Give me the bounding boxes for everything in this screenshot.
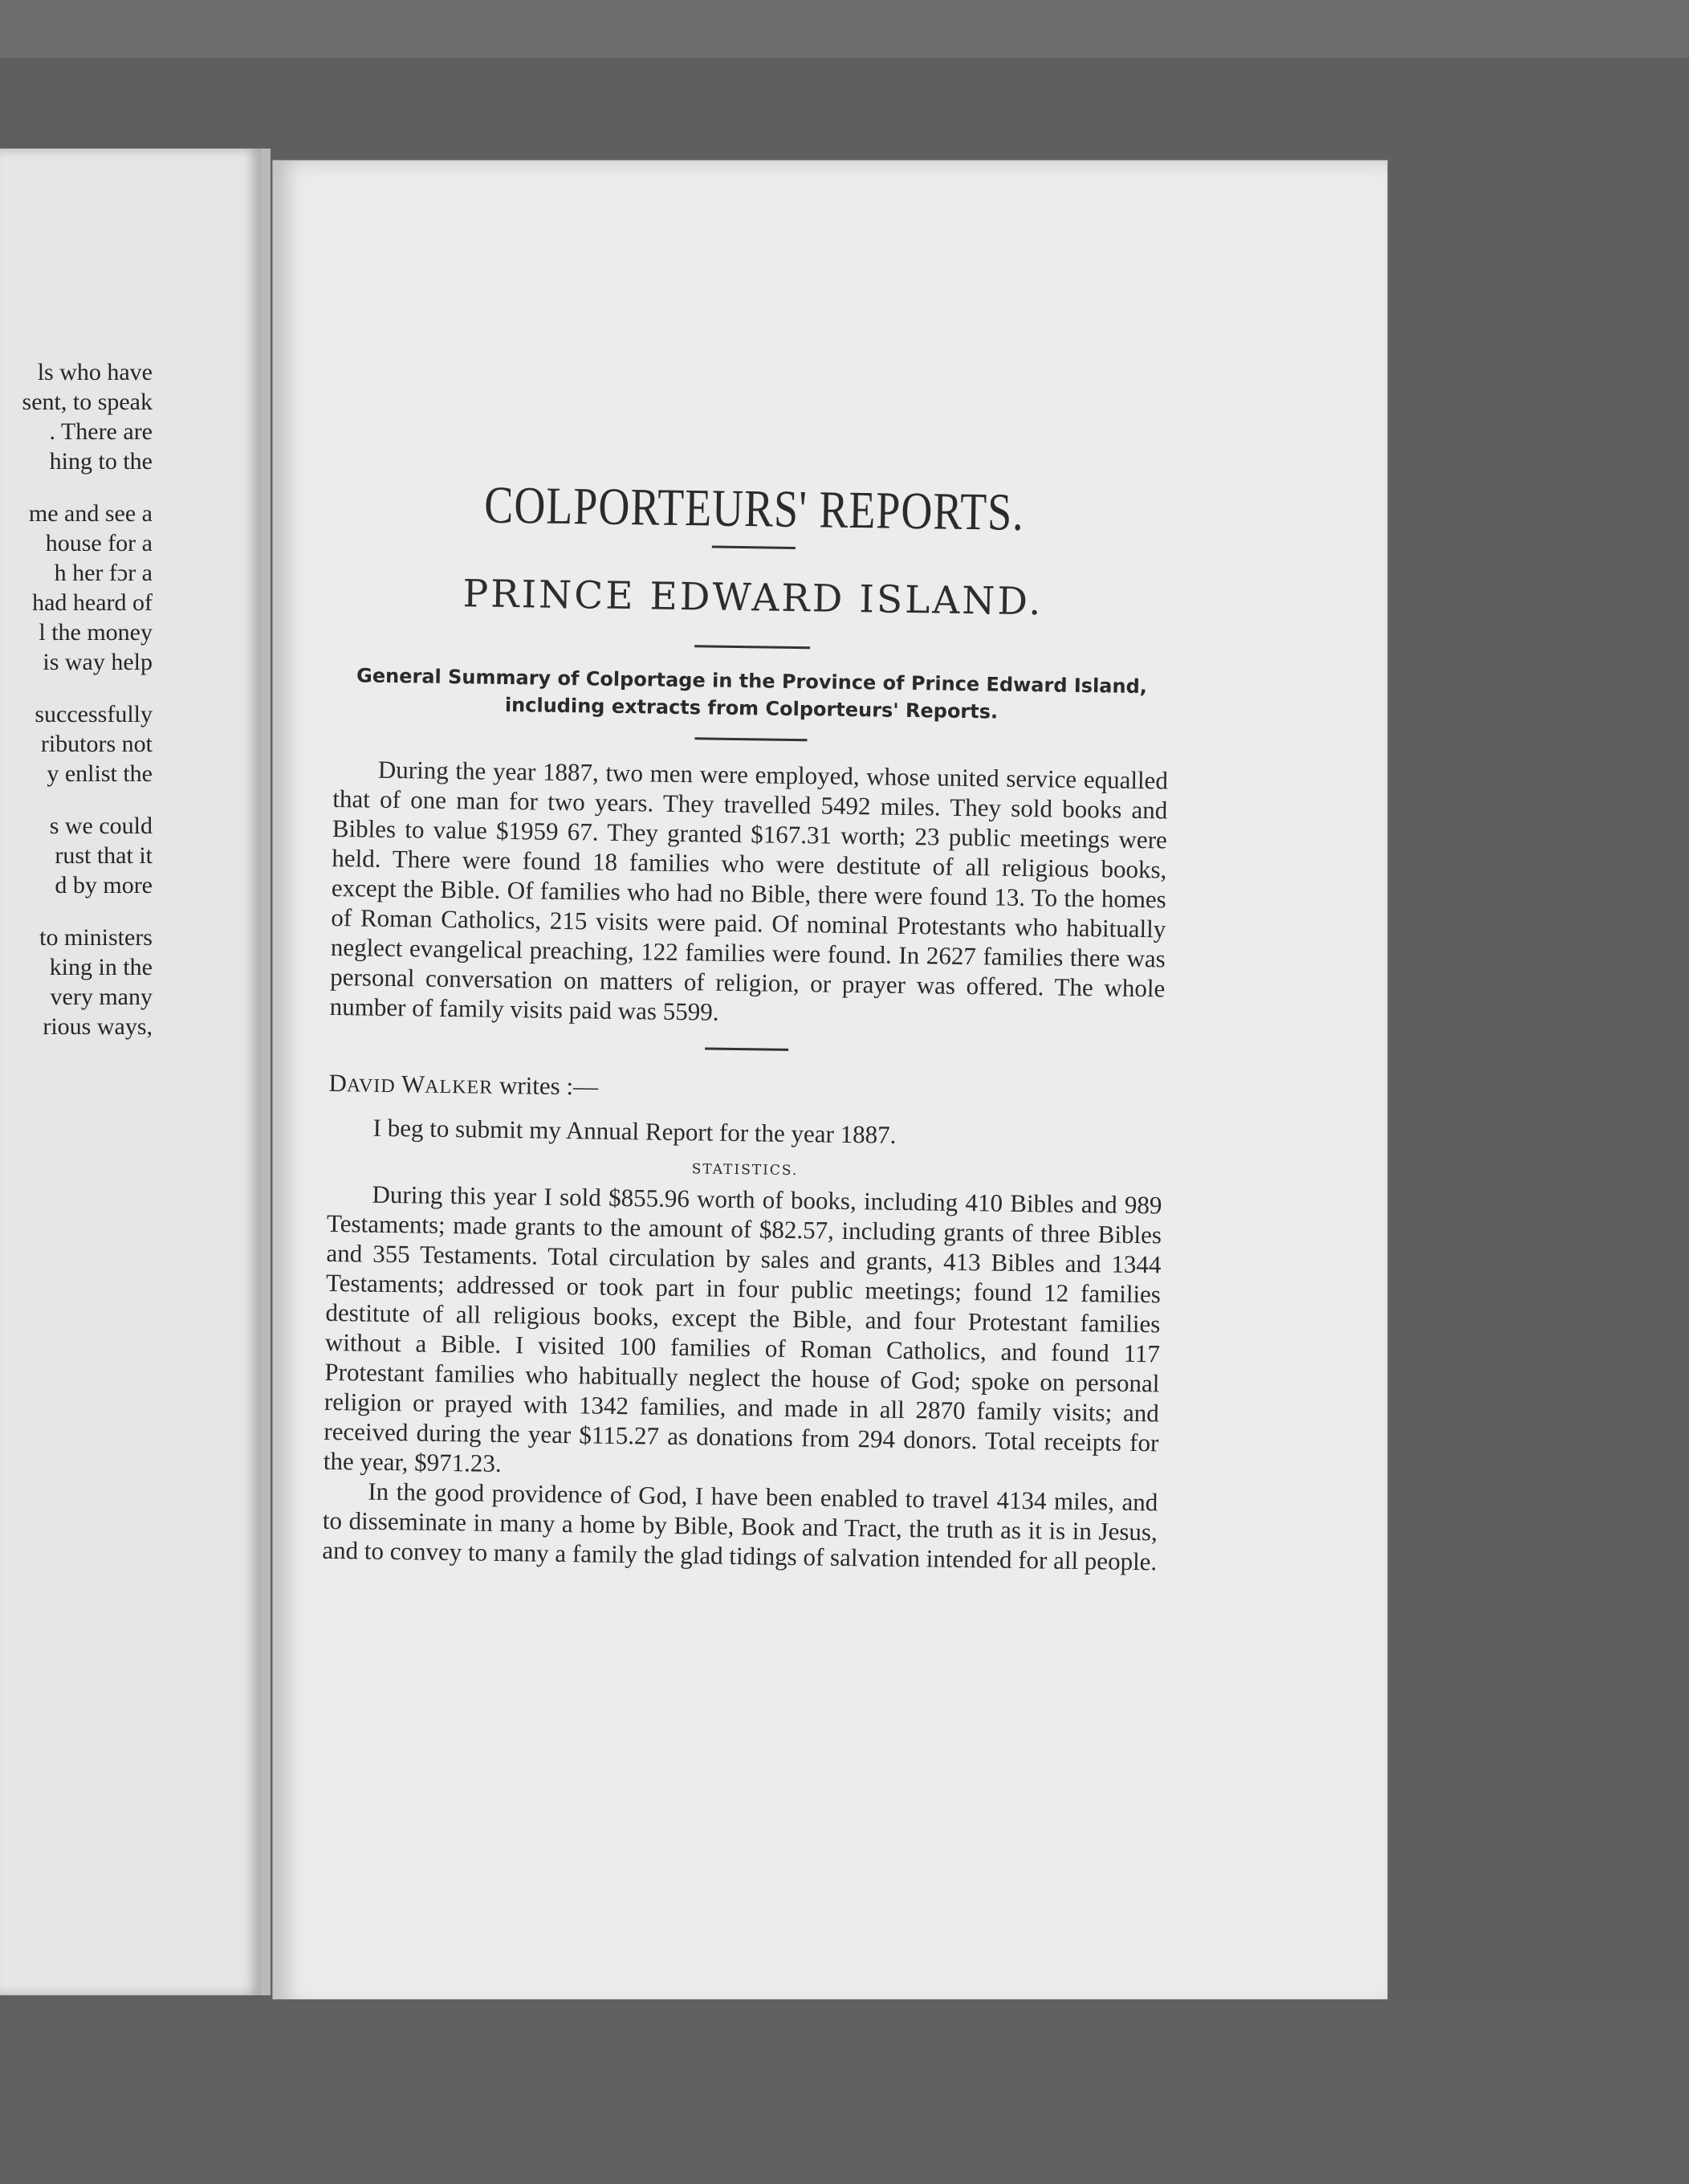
section-divider [705, 1047, 788, 1050]
left-line: very many [50, 984, 153, 1010]
left-line: d by more [55, 872, 153, 898]
summary-heading: General Summary of Colportage in the Province of Prince Edward Island, including extracts from Colporteurs' Reports. [356, 664, 1148, 723]
summary-paragraph: During the year 1887, two men were employed, whose united service equalled that of one man for two years. They travelled 5492 miles. They sold books and Bibles to value $1959 67. They granted $167.31 worth; 23 public meetings were held. There were found 18 families who were destitute of all religious books, except the Bible. Of families who had no Bible, there were found 13. To the homes of Roman Catholics, 215 visits were paid. Of nominal Protestants who habitually neglect evangelical preaching, 122 families were found. In 2627 families there was personal conversation on matters of religion, or prayer was offered. The whole number of family visits paid was 5599. [329, 755, 1169, 1026]
section-title: PRINCE EDWARD ISLAND. [462, 572, 1044, 625]
writer-initial: W [401, 1070, 425, 1098]
left-line: ls who have [37, 359, 153, 385]
left-line: . There are [49, 418, 153, 445]
left-line: house for a [45, 530, 153, 556]
left-line: had heard of [32, 589, 153, 616]
scanner-background-top [0, 0, 1689, 58]
right-page-content [322, 475, 1172, 1576]
writer-name-part: ALKER [425, 1076, 494, 1098]
left-line: s we could [49, 813, 153, 839]
statistics-heading: STATISTICS. [691, 1161, 799, 1180]
title-rule [712, 546, 796, 549]
left-line: me and see a [28, 500, 153, 527]
paragraph-gap [0, 476, 153, 499]
left-line: ributors not [40, 731, 153, 757]
left-line: sent, to speak [22, 389, 153, 415]
summary-rule [694, 737, 807, 741]
writer-initial: D [328, 1068, 348, 1098]
left-line: successfully [35, 701, 153, 727]
book-gutter [261, 149, 271, 1995]
page-title: COLPORTEURS' REPORTS. [483, 475, 1025, 542]
subtitle-rule [694, 645, 810, 649]
left-line: king in the [49, 954, 153, 980]
left-page-text [0, 357, 153, 1041]
left-line: is way help [43, 649, 153, 675]
report-intro: I beg to submit my Annual Report for the year 1887. [372, 1113, 897, 1149]
left-line: y enlist the [47, 760, 153, 787]
left-line: to ministers [39, 924, 153, 951]
scanner-background-bottom [0, 1999, 1689, 2184]
statistics-paragraph: During this year I sold $855.96 worth of books, including 410 Bibles and 989 Testaments; made grants to the amount of $82.57, including grants of three Bibles and 355 Testaments. Total circulation by sales and grants, 413 Bibles and 1344 Testaments; addressed or took part in four public meetings; found 12 families destitute of all religious books, except the Bible, and four Protestant families without a Bible. I visited 100 families of Roman Catholics, and found 117 Protestant families who habitually neglect the house of God; spoke on personal religion or prayed with 1342 families, and made in all 2870 family visits; and received during the year $115.27 as donations from 294 donors. Total receipts for the year, $971.23. [323, 1180, 1162, 1477]
left-line: h her fɔr a [54, 560, 153, 586]
writer-line [328, 1069, 1163, 1110]
writer-name-part: AVID [346, 1075, 396, 1098]
left-line: rious ways, [43, 1013, 153, 1040]
paragraph-gap [0, 788, 153, 811]
left-line: l the money [39, 619, 153, 646]
writes-label: writes :— [499, 1070, 599, 1101]
closing-paragraph: In the good providence of God, I have been enabled to travel 4134 miles, and to disseminate in many a home by Bible, Book and Tract, the truth as it is in Jesus, and to convey to many a family the glad tidings of salvation intended for all people. [322, 1477, 1158, 1576]
left-line: rust that it [55, 842, 153, 869]
paragraph-gap [0, 677, 153, 699]
paragraph-gap [0, 900, 153, 923]
left-line: hing to the [49, 448, 153, 475]
left-page [0, 149, 261, 1995]
